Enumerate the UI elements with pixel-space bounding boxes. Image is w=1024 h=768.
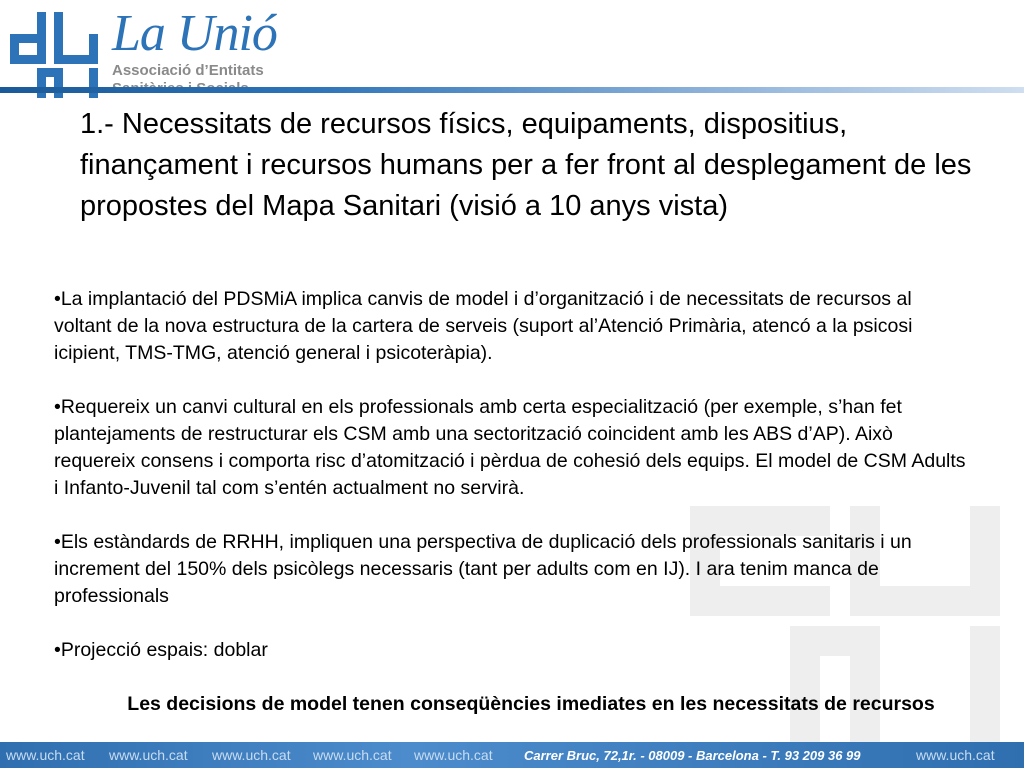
- uch-logo-icon: [10, 12, 98, 98]
- bullet-item: •La implantació del PDSMiA implica canvis de model i d’organització i de necessitats de recursos al voltant de la nova estructura de la cartera de serveis (suport al’Atenció Primària, atencó a la psicosi icipient, TMS-TMG, atenció general i psicoteràpia).: [54, 288, 913, 364]
- slide-title: 1.- Necessitats de recursos físics, equipaments, dispositius, finançament i recursos humans per a fer front al desplegament de les propostes del Mapa Sanitari (visió a 10 anys vista): [80, 108, 972, 222]
- footer-address: Carrer Bruc, 72,1r. - 08009 - Barcelona - T. 93 209 36 99: [524, 748, 861, 763]
- bullet-item: •Projecció espais: doblar: [54, 639, 268, 661]
- footer-link[interactable]: www.uch.cat: [313, 747, 392, 763]
- brand-name: La Unió: [112, 5, 277, 62]
- brand-subtitle-line1: Associació d’Entitats: [112, 62, 264, 79]
- footer-link[interactable]: www.uch.cat: [212, 747, 291, 763]
- footer-link[interactable]: www.uch.cat: [414, 747, 493, 763]
- bullet-list: [54, 286, 974, 691]
- bullet-item: •Els estàndards de RRHH, impliquen una perspectiva de duplicació dels professionals sanitaris i un increment del 150% dels psicòlegs necessaris (tant per adults com en IJ). I ara tenim manca de professionals: [54, 531, 912, 607]
- footer-link[interactable]: www.uch.cat: [916, 747, 995, 763]
- header-divider: [0, 87, 1024, 93]
- footer-link[interactable]: www.uch.cat: [109, 747, 188, 763]
- closing-statement: Les decisions de model tenen conseqüències imediates en les necessitats de recursos: [127, 693, 935, 715]
- bullet-item: •Requereix un canvi cultural en els professionals amb certa especialització (per exemple, s’han fet plantejaments de restructurar els CSM amb una sectorització coincident amb les ABS d’AP). Això requereix consens i comporta risc d’atomització i pèrdua de cohesió dels equips. El model de CSM Adults i Infanto-Juvenil tal com s’entén actualment no servirà.: [54, 396, 966, 499]
- footer-link[interactable]: www.uch.cat: [6, 747, 85, 763]
- footer-bar: [0, 742, 1024, 768]
